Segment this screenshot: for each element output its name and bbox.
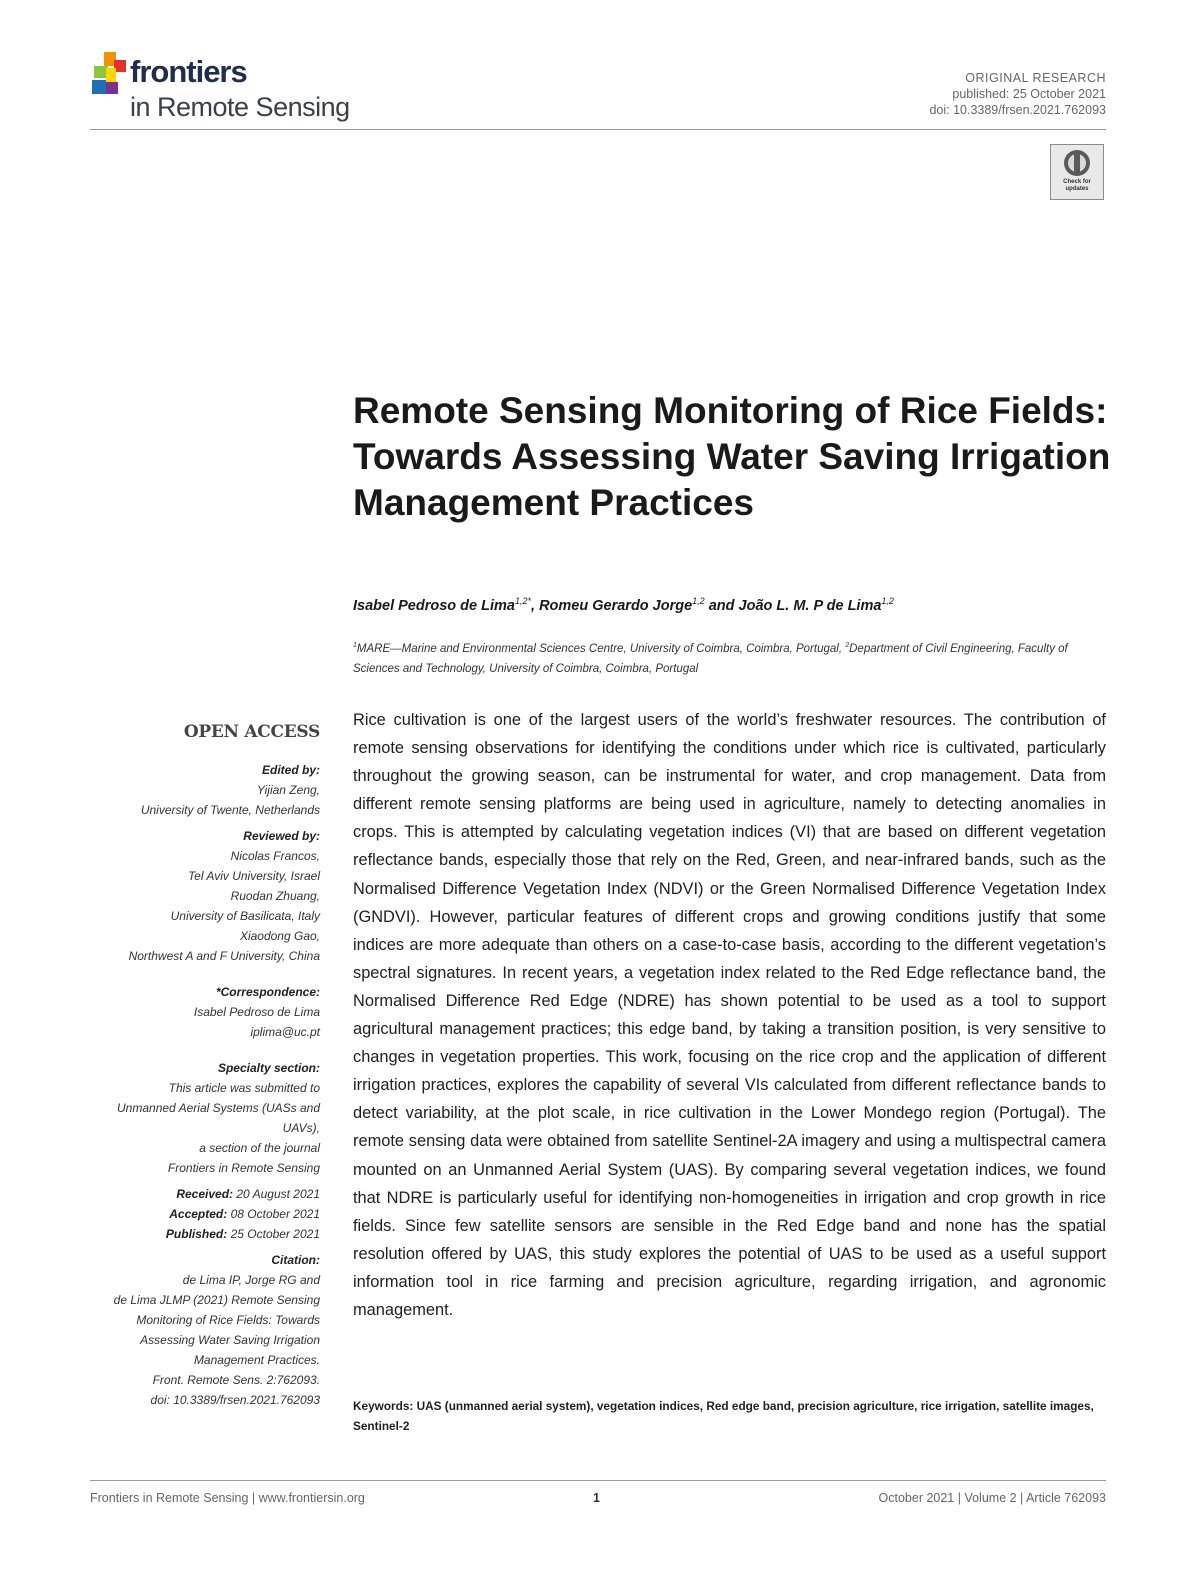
reviewer-line: Tel Aviv University, Israel — [187, 869, 320, 883]
article-title: Remote Sensing Monitoring of Rice Fields: Towards Assessing Water Saving Irrigation Management Practices — [353, 390, 1111, 523]
specialty-section-label: Specialty section: — [217, 1061, 320, 1075]
correspondence-email[interactable]: iplima@uc.pt — [250, 1025, 320, 1039]
date-label: Received: — [176, 1187, 234, 1201]
author-name[interactable]: Isabel Pedroso de Lima — [353, 597, 515, 614]
author-name[interactable]: Romeu Gerardo Jorge — [539, 597, 693, 614]
date-accepted — [80, 1204, 320, 1224]
frontiers-logo[interactable] — [90, 50, 390, 130]
specialty-line: Unmanned Aerial Systems (UASs and — [117, 1101, 320, 1115]
date-label: Published: — [165, 1227, 228, 1241]
article-info-sidebar — [80, 722, 320, 1410]
keywords-label: Keywords: — [353, 1399, 414, 1413]
check-for-updates-badge[interactable] — [1050, 144, 1104, 200]
author-name[interactable]: João L. M. P de Lima — [738, 597, 882, 614]
affil-number: 1 — [353, 642, 357, 649]
article-meta — [929, 70, 1106, 118]
citation-line: de Lima IP, Jorge RG and — [182, 1273, 320, 1287]
citation-label: Citation: — [271, 1253, 320, 1267]
affil-text: MARE—Marine and Environmental Sciences Centre, University of Coimbra, Coimbra, Portugal, — [356, 642, 846, 655]
affiliations — [353, 636, 1068, 679]
author-affil-sup: 1,2 — [692, 596, 705, 606]
reviewer-line: University of Basilicata, Italy — [170, 909, 320, 923]
citation-line: Front. Remote Sens. 2:762093. — [152, 1373, 320, 1387]
citation-line[interactable]: doi: 10.3389/frsen.2021.762093 — [150, 1393, 320, 1407]
abstract: Rice cultivation is one of the largest users of the world’s freshwater resources. The contribution of remote sensing observations for identifying the conditions under which rice is cultivated, particularly throughout the growing season, can be instrumental for water, and crop management. Data from different remote sensing platforms are being used in agriculture, namely to detecting anomalies in crops. This is attempted by calculating vegetation indices (VI) that are based on different vegetation reflectance bands, especially those that rely on the Red, Green, and near-infrared bands, such as the Normalised Difference Vegetation Index (NDVI) or the Green Normalised Difference Vegetation Index (GNDVI). However, particular features of different crops and growing conditions justify that some indices are more adequate than others on a case-to-case basis, according to the different vegetation’s spectral signatures. In recent years, a vegetation index related to the Red Edge reflectance band, the Normalised Difference Red Edge (NDRE) has shown potential to be used as a tool to support agricultural management practices; this edge band, by taking a transition position, is very sensitive to changes in vegetation properties. This work, focusing on the rice crop and the application of different irrigation practices, explores the capability of several VIs calculated from different reflectance bands to detect variability, at the plot scale, in rice cultivation in the Lower Mondego region (Portugal). The remote sensing data were obtained from satellite Sentinel-2A imagery and using a multispectral camera mounted on an Unmanned Aerial System (UAS). By comparing several vegetation indices, we found that NDRE is particularly useful for identifying non-homogeneities in irrigation and crop growth in rice fields. Since few satellite sensors are sensible in the Red Edge band and none has the spatial resolution offered by UAS, this study explores the potential of UAS to be used as a useful support information tool in rice farming and precision agriculture, regarding irrigation, and agronomic management. — [353, 711, 1106, 1319]
correspondence-label: *Correspondence: — [215, 985, 320, 999]
author-separator: and — [704, 597, 739, 614]
crossmark-icon — [1051, 147, 1103, 181]
date-value: 20 August 2021 — [236, 1187, 320, 1201]
edited-by-label: Edited by: — [261, 763, 320, 777]
citation-line: Monitoring of Rice Fields: Towards — [136, 1313, 320, 1327]
reviewed-by-label: Reviewed by: — [243, 829, 320, 843]
frontiers-logo-icon — [90, 52, 130, 98]
specialty-line: UAVs), — [282, 1121, 320, 1135]
published-date: published: 25 October 2021 — [952, 87, 1106, 101]
keywords — [353, 1396, 1113, 1436]
reviewer-line: Northwest A and F University, China — [128, 949, 320, 963]
footer-issue-info: October 2021 | Volume 2 | Article 762093 — [878, 1491, 1106, 1505]
reviewer-line: Nicolas Francos, — [230, 849, 320, 863]
crossmark-label: Check for updates — [1063, 179, 1091, 192]
reviewer-line: Xiaodong Gao, — [239, 929, 320, 943]
date-label: Accepted: — [169, 1207, 228, 1221]
corresponding-mark: * — [527, 596, 532, 606]
correspondence-name: Isabel Pedroso de Lima — [193, 1005, 320, 1019]
specialty-line: Frontiers in Remote Sensing — [167, 1161, 320, 1175]
reviewer-line: Ruodan Zhuang, — [230, 889, 320, 903]
journal-name: in Remote Sensing — [130, 92, 350, 122]
open-access-label: OPEN ACCESS — [183, 722, 320, 742]
doi[interactable]: doi: 10.3389/frsen.2021.762093 — [929, 103, 1106, 117]
editor-name: Yijian Zeng, — [256, 783, 320, 797]
date-value: 08 October 2021 — [230, 1207, 320, 1221]
author-list — [353, 596, 1113, 614]
citation-line: Management Practices. — [193, 1353, 320, 1367]
keywords-list: UAS (unmanned aerial system), vegetation indices, Red edge band, precision agriculture, rice irrigation, satellite images, Sentinel-2 — [353, 1399, 1094, 1433]
citation-line: de Lima JLMP (2021) Remote Sensing — [113, 1293, 320, 1307]
article-type: ORIGINAL RESEARCH — [965, 71, 1106, 85]
footer-journal-link[interactable]: Frontiers in Remote Sensing | www.frontiersin.org — [90, 1491, 365, 1505]
date-value: 25 October 2021 — [230, 1227, 320, 1241]
footer-divider — [90, 1480, 1106, 1481]
header-divider — [90, 129, 1106, 130]
editor-affiliation: University of Twente, Netherlands — [140, 803, 320, 817]
author-affil-sup: 1,2 — [514, 596, 528, 606]
logo-wordmark: frontiers — [130, 54, 247, 89]
author-affil-sup: 1,2 — [881, 596, 894, 606]
author-separator: , — [531, 597, 540, 614]
page-number: 1 — [593, 1491, 600, 1505]
date-published — [80, 1224, 320, 1244]
specialty-line: a section of the journal — [199, 1141, 320, 1155]
specialty-line: This article was submitted to — [168, 1081, 320, 1095]
affil-number: 2 — [845, 642, 850, 649]
date-received — [80, 1184, 320, 1204]
citation-line: Assessing Water Saving Irrigation — [140, 1333, 320, 1347]
affil-text: Department of Civil Engineering, Faculty of Sciences and Technology, University of Coimbra, Coimbra, Portugal — [353, 642, 1068, 675]
